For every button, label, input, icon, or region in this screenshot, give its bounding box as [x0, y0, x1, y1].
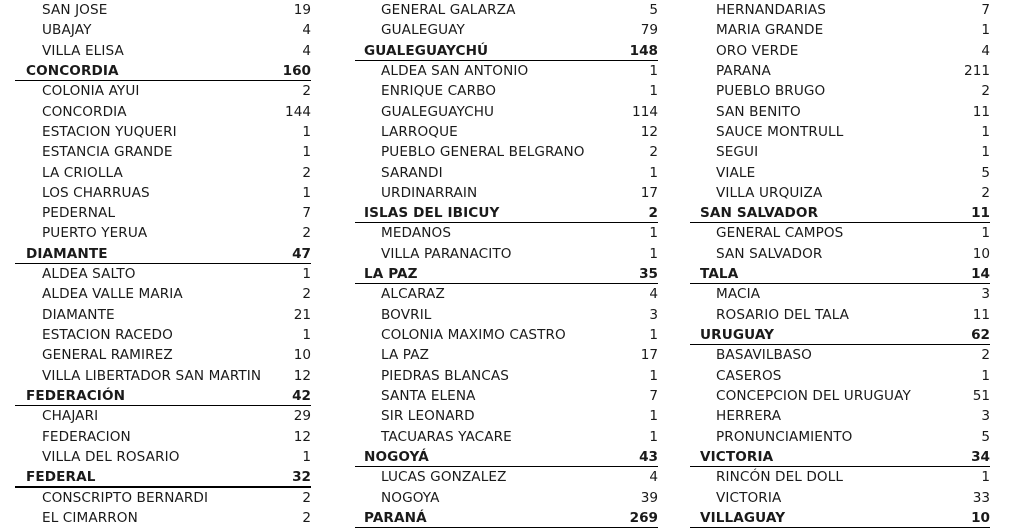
locality-count: 2: [981, 83, 990, 100]
locality-count: 21: [293, 306, 311, 323]
locality-name: VILLA URQUIZA: [716, 184, 823, 201]
locality-name: VIALE: [716, 164, 756, 181]
table-row: [0, 142, 341, 162]
table-row: [690, 102, 1024, 122]
locality-count: 51: [972, 387, 990, 404]
locality-name: GENERAL GALARZA: [381, 2, 516, 18]
locality-name: LOS CHARRUAS: [42, 184, 150, 201]
locality-name: UBAJAY: [42, 22, 92, 39]
locality-count: 2: [302, 509, 311, 526]
table-row: [341, 223, 690, 243]
locality-count: 1: [649, 83, 658, 100]
locality-count: 10: [972, 245, 990, 262]
locality-count: 10: [293, 347, 311, 364]
table-row: [341, 467, 690, 487]
department-count: 32: [292, 469, 311, 486]
table-row: [341, 41, 690, 61]
table-row: [341, 366, 690, 386]
locality-count: 5: [981, 164, 990, 181]
locality-count: 4: [302, 22, 311, 39]
locality-count: 29: [293, 408, 311, 425]
table-row: [690, 183, 1024, 203]
table-row: [690, 508, 1024, 528]
table-row: [690, 203, 1024, 223]
department-name: PARANÁ: [364, 509, 427, 526]
department-count: 42: [292, 387, 311, 404]
table-row: [341, 264, 690, 284]
locality-count: 3: [981, 408, 990, 425]
table-row: [0, 61, 341, 81]
locality-name: VICTORIA: [716, 489, 782, 506]
table-column-3: [690, 0, 1024, 526]
table-row: [0, 163, 341, 183]
locality-count: 211: [964, 62, 990, 79]
locality-count: 4: [302, 42, 311, 59]
table-row: [690, 467, 1024, 487]
locality-count: 2: [302, 225, 311, 242]
locality-name: GUALEGUAYCHU: [381, 103, 495, 120]
table-row: [690, 0, 1024, 20]
locality-name: SAUCE MONTRULL: [716, 123, 844, 140]
department-count: 160: [282, 62, 311, 79]
locality-name: SIR LEONARD: [381, 408, 475, 425]
table-row: [690, 20, 1024, 40]
locality-count: 4: [981, 42, 990, 59]
locality-name: CONCEPCION DEL URUGUAY: [716, 387, 911, 404]
table-row: [0, 203, 341, 223]
locality-name: ORO VERDE: [716, 42, 799, 59]
table-row: [690, 163, 1024, 183]
locality-count: 2: [302, 83, 311, 100]
locality-count: 1: [649, 428, 658, 445]
locality-name: GENERAL CAMPOS: [716, 225, 844, 242]
table-column-1: [0, 0, 341, 526]
locality-count: 1: [302, 144, 311, 161]
locality-name: URDINARRAIN: [381, 184, 478, 201]
locality-count: 1: [981, 469, 990, 486]
locality-name: SANTA ELENA: [381, 387, 476, 404]
department-count: 43: [639, 448, 658, 465]
table-column-2: [341, 0, 690, 526]
locality-name: NOGOYA: [381, 489, 440, 506]
locality-count: 1: [649, 225, 658, 242]
locality-name: SAN SALVADOR: [716, 245, 823, 262]
locality-count: 4: [649, 469, 658, 486]
locality-name: CONCORDIA: [42, 103, 127, 120]
table-row: [341, 203, 690, 223]
locality-count: 2: [302, 286, 311, 303]
department-name: ISLAS DEL IBICUY: [364, 205, 500, 222]
department-count: 10: [971, 509, 990, 526]
table-row: [690, 264, 1024, 284]
table-row: [0, 508, 341, 528]
locality-count: 3: [981, 286, 990, 303]
table-row: [0, 406, 341, 426]
table-row: [690, 366, 1024, 386]
locality-name: DIAMANTE: [42, 306, 115, 323]
locality-count: 11: [972, 306, 990, 323]
locality-count: 7: [302, 205, 311, 222]
table-row: [0, 183, 341, 203]
locality-name: SAN BENITO: [716, 103, 801, 120]
table-row: [341, 61, 690, 81]
locality-count: 12: [293, 367, 311, 384]
table-row: [690, 386, 1024, 406]
table-row: [341, 345, 690, 365]
table-row: [0, 102, 341, 122]
locality-count: 12: [293, 428, 311, 445]
locality-count: 2: [649, 144, 658, 161]
table-row: [0, 305, 341, 325]
department-name: SAN SALVADOR: [700, 205, 819, 222]
locality-name: VILLA LIBERTADOR SAN MARTIN: [42, 367, 262, 384]
table-row: [341, 81, 690, 101]
table-row: [341, 488, 690, 508]
table-row: [341, 447, 690, 467]
table-row: [0, 345, 341, 365]
table-row: [690, 122, 1024, 142]
locality-count: 2: [981, 347, 990, 364]
table-row: [690, 447, 1024, 467]
locality-count: 19: [293, 2, 311, 18]
table-row: [341, 508, 690, 528]
locality-name: VILLA PARANACITO: [381, 245, 512, 262]
locality-name: TACUARAS YACARE: [381, 428, 512, 445]
locality-name: LARROQUE: [381, 123, 458, 140]
locality-count: 1: [981, 22, 990, 39]
locality-count: 1: [649, 327, 658, 343]
locality-name: HERNANDARIAS: [716, 2, 827, 18]
locality-count: 2: [981, 184, 990, 201]
locality-count: 3: [649, 306, 658, 323]
locality-count: 5: [981, 428, 990, 445]
department-count: 148: [629, 42, 658, 59]
table-row: [690, 488, 1024, 508]
table-row: [0, 366, 341, 386]
locality-count: 144: [285, 103, 311, 120]
table-row: [690, 142, 1024, 162]
table-row: [341, 427, 690, 447]
table-row: [0, 41, 341, 61]
locality-name: LA CRIOLLA: [42, 164, 123, 181]
locality-count: 1: [981, 367, 990, 384]
locality-count: 7: [981, 2, 990, 18]
table-row: [690, 61, 1024, 81]
department-name: NOGOYÁ: [364, 448, 429, 465]
locality-name: ROSARIO DEL TALA: [716, 306, 850, 323]
table-row: [690, 345, 1024, 365]
locality-count: 1: [649, 367, 658, 384]
table-row: [341, 163, 690, 183]
table-row: [690, 41, 1024, 61]
locality-count: 17: [640, 184, 658, 201]
table-row: [0, 223, 341, 243]
locality-name: BASAVILBASO: [716, 347, 812, 364]
locality-count: 1: [981, 123, 990, 140]
table-row: [0, 264, 341, 284]
table-row: [690, 223, 1024, 243]
table-row: [0, 386, 341, 406]
table-row: [690, 284, 1024, 304]
locality-name: PARANA: [716, 62, 771, 79]
locality-name: MARIA GRANDE: [716, 22, 824, 39]
locality-name: HERRERA: [716, 408, 782, 425]
locality-name: LUCAS GONZALEZ: [381, 469, 507, 486]
department-name: DIAMANTE: [26, 245, 108, 262]
department-name: TALA: [700, 266, 739, 283]
locality-count: 1: [649, 164, 658, 181]
department-count: 35: [639, 266, 658, 283]
locality-count: 114: [632, 103, 658, 120]
locality-name: PEDERNAL: [42, 205, 116, 222]
locality-name: CHAJARI: [42, 408, 99, 425]
table-row: [341, 142, 690, 162]
table-row: [0, 467, 341, 487]
table-row: [0, 81, 341, 101]
locality-count: 7: [649, 387, 658, 404]
locality-name: ALDEA SALTO: [42, 266, 136, 283]
locality-name: FEDERACION: [42, 428, 131, 445]
locality-count: 12: [640, 123, 658, 140]
locality-name: SAN JOSE: [42, 2, 108, 18]
department-count: 269: [629, 509, 658, 526]
table-row: [341, 122, 690, 142]
locality-name: ESTACION RACEDO: [42, 327, 173, 343]
table-row: [0, 20, 341, 40]
locality-name: ENRIQUE CARBO: [381, 83, 497, 100]
table-row: [0, 284, 341, 304]
department-name: FEDERACIÓN: [26, 387, 126, 404]
locality-count: 1: [302, 266, 311, 283]
locality-name: GENERAL RAMIREZ: [42, 347, 173, 364]
locality-name: PUEBLO BRUGO: [716, 83, 826, 100]
locality-count: 1: [302, 184, 311, 201]
table-row: [0, 0, 341, 20]
locality-name: MEDANOS: [381, 225, 452, 242]
table-row: [341, 20, 690, 40]
department-name: FEDERAL: [26, 469, 96, 486]
locality-count: 4: [649, 286, 658, 303]
locality-count: 1: [649, 408, 658, 425]
table-row: [341, 406, 690, 426]
locality-count: 11: [972, 103, 990, 120]
locality-name: BOVRIL: [381, 306, 432, 323]
locality-name: RINCÓN DEL DOLL: [716, 469, 844, 486]
table-row: [0, 325, 341, 345]
locality-count: 1: [302, 123, 311, 140]
locality-count: 1: [302, 448, 311, 465]
locality-count: 2: [302, 489, 311, 506]
locality-count: 79: [640, 22, 658, 39]
department-count: 11: [971, 205, 990, 222]
department-name: URUGUAY: [700, 327, 775, 343]
table-row: [690, 305, 1024, 325]
locality-name: COLONIA MAXIMO CASTRO: [381, 327, 566, 343]
department-name: VICTORIA: [700, 448, 774, 465]
locality-name: ESTACION YUQUERI: [42, 123, 177, 140]
department-name: GUALEGUAYCHÚ: [364, 42, 489, 59]
locality-count: 17: [640, 347, 658, 364]
locality-count: 33: [972, 489, 990, 506]
locality-count: 1: [649, 245, 658, 262]
locality-name: ALDEA VALLE MARIA: [42, 286, 183, 303]
table-row: [341, 183, 690, 203]
locality-name: GUALEGUAY: [381, 22, 465, 39]
table-row: [690, 325, 1024, 345]
locality-count: 1: [302, 327, 311, 343]
locality-name: ALCARAZ: [381, 286, 445, 303]
table-row: [341, 102, 690, 122]
department-count: 47: [292, 245, 311, 262]
table-row: [341, 386, 690, 406]
department-name: LA PAZ: [364, 266, 418, 283]
table-row: [0, 488, 341, 508]
table-row: [341, 244, 690, 264]
locality-name: VILLA DEL ROSARIO: [42, 448, 180, 465]
department-count: 34: [971, 448, 990, 465]
locality-name: ALDEA SAN ANTONIO: [381, 62, 529, 79]
table-row: [0, 447, 341, 467]
locality-name: COLONIA AYUI: [42, 83, 140, 100]
table-row: [0, 427, 341, 447]
locality-count: 1: [649, 62, 658, 79]
table-row: [0, 244, 341, 264]
locality-count: 5: [649, 2, 658, 18]
locality-count: 1: [981, 225, 990, 242]
table-row: [690, 427, 1024, 447]
table-row: [341, 284, 690, 304]
table-row: [690, 406, 1024, 426]
locality-name: PUERTO YERUA: [42, 225, 148, 242]
table-row: [341, 325, 690, 345]
locality-count: 2: [302, 164, 311, 181]
locality-count: 39: [640, 489, 658, 506]
locality-name: MACIA: [716, 286, 761, 303]
locality-name: PIEDRAS BLANCAS: [381, 367, 510, 384]
department-name: CONCORDIA: [26, 62, 119, 79]
table-row: [690, 244, 1024, 264]
locality-name: LA PAZ: [381, 347, 430, 364]
department-count: 2: [648, 205, 658, 222]
department-count: 62: [971, 327, 990, 343]
department-name: VILLAGUAY: [700, 509, 786, 526]
table-row: [690, 81, 1024, 101]
locality-name: EL CIMARRON: [42, 509, 138, 526]
department-count: 14: [971, 266, 990, 283]
locality-name: ESTANCIA GRANDE: [42, 144, 173, 161]
locality-name: CASEROS: [716, 367, 782, 384]
locality-name: VILLA ELISA: [42, 42, 124, 59]
locality-count: 1: [981, 144, 990, 161]
table-row: [341, 0, 690, 20]
locality-name: PUEBLO GENERAL BELGRANO: [381, 144, 585, 161]
locality-name: PRONUNCIAMIENTO: [716, 428, 853, 445]
table-row: [341, 305, 690, 325]
locality-name: SEGUI: [716, 144, 759, 161]
locality-name: SARANDI: [381, 164, 443, 181]
locality-name: CONSCRIPTO BERNARDI: [42, 489, 209, 506]
table-row: [0, 122, 341, 142]
